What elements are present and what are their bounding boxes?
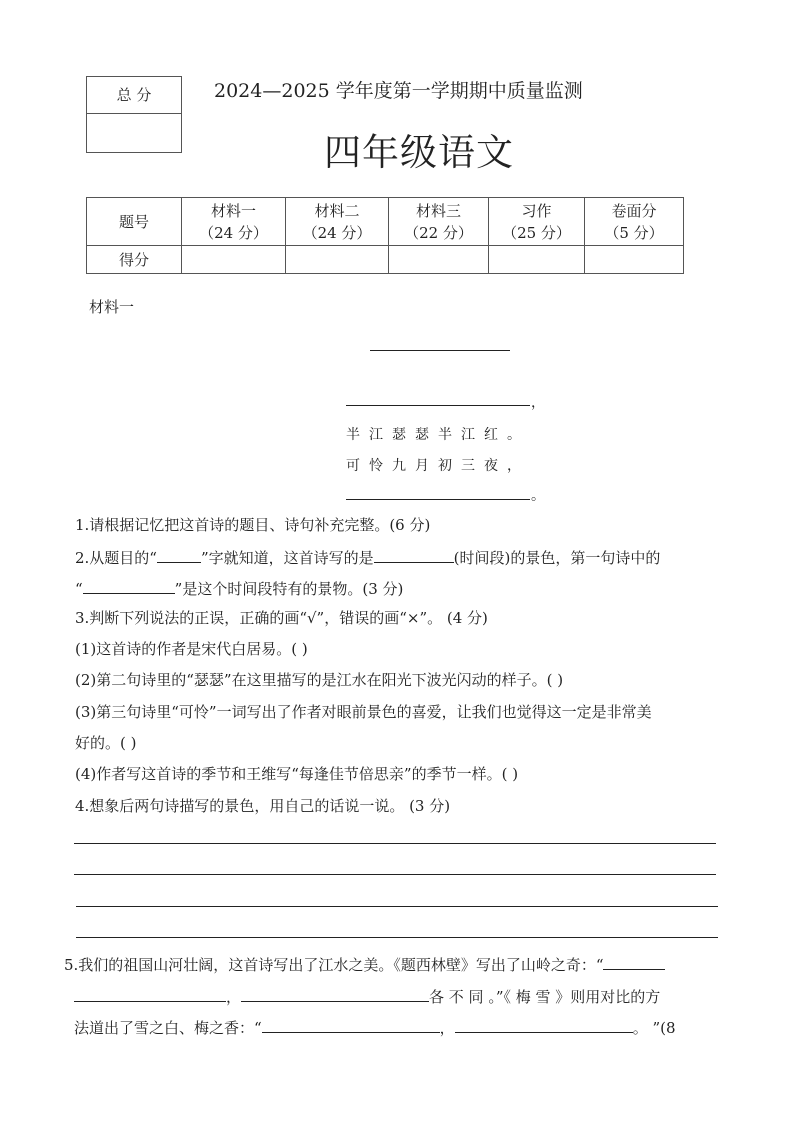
question-3-item-3-cont: 好的。( )	[75, 734, 137, 752]
answer-blank[interactable]	[603, 953, 665, 970]
question-3-item-4: (4)作者写这首诗的季节和王维写“每逢佳节倍思亲”的季节一样。( )	[75, 765, 519, 783]
question-5-line1: 5.我们的祖国山河壮阔，这首诗写出了江水之美。《题西林壁》写出了山岭之奇：“	[64, 953, 665, 975]
score-table-col: 习作 （25 分）	[489, 198, 585, 246]
question-2-line2: “ ”是这个时间段特有的景物。(3 分)	[75, 577, 403, 599]
poem-title-blank[interactable]	[370, 350, 510, 351]
question-3: 3.判断下列说法的正误，正确的画“√”，错误的画“×”。 (4 分)	[75, 609, 488, 627]
question-4: 4.想象后两句诗描写的景色，用自己的话说一说。 (3 分)	[75, 797, 451, 815]
score-table-col: 材料一 （24 分）	[182, 198, 286, 246]
answer-blank[interactable]	[83, 577, 175, 594]
question-3-item-2: (2)第二句诗里的“瑟瑟”在这里描写的是江水在阳光下波光闪动的样子。( )	[75, 671, 564, 689]
question-1: 1.请根据记忆把这首诗的题目、诗句补充完整。(6 分)	[75, 516, 431, 534]
exam-subtitle: 2024—2025 学年度第一学期期中质量监测	[214, 80, 583, 102]
answer-blank[interactable]	[374, 546, 454, 563]
score-table-col: 卷面分 （5 分）	[585, 198, 684, 246]
answer-blank[interactable]	[262, 1016, 440, 1033]
question-3-item-3: (3)第三句诗里“可怜”一词写出了作者对眼前景色的喜爱，让我们也觉得这一定是非常美	[75, 703, 652, 721]
answer-line[interactable]	[76, 937, 718, 938]
question-3-item-1: (1)这首诗的作者是宋代白居易。( )	[75, 640, 308, 658]
score-row-label: 得分	[87, 246, 182, 274]
score-table-col: 材料三 （22 分）	[389, 198, 489, 246]
question-2-line1: 2.从题目的“ ”字就知道，这首诗写的是 (时间段)的景色，第一句诗中的	[75, 546, 660, 568]
answer-line[interactable]	[74, 843, 716, 844]
score-table-col: 材料二 （24 分）	[286, 198, 389, 246]
score-cell[interactable]	[389, 246, 489, 274]
poem-line4-blank[interactable]	[346, 499, 530, 500]
poem-line1-end: ，	[531, 395, 554, 411]
exam-title: 四年级语文	[324, 131, 514, 174]
score-cell[interactable]	[182, 246, 286, 274]
total-score-box	[86, 76, 182, 153]
poem-line2: 半江瑟瑟半江红。	[346, 427, 530, 443]
score-cell[interactable]	[489, 246, 585, 274]
score-table-header-label: 题号	[87, 198, 182, 246]
question-5-line2: ， 各 不 同 。”《 梅 雪 》则用对比的方	[74, 985, 660, 1007]
answer-line[interactable]	[76, 906, 718, 907]
answer-blank[interactable]	[455, 1016, 633, 1033]
answer-blank[interactable]	[157, 546, 201, 563]
total-score-label: 总 分	[87, 77, 182, 114]
answer-blank[interactable]	[241, 985, 429, 1002]
section-label: 材料一	[89, 298, 135, 316]
answer-blank[interactable]	[74, 985, 226, 1002]
poem-line1-blank[interactable]	[346, 405, 530, 406]
score-table	[86, 197, 684, 274]
question-5-line3: 法道出了雪之白、梅之香：“ ， 。 ”(8	[74, 1016, 676, 1038]
poem-line4-end: 。	[531, 488, 554, 504]
score-cell[interactable]	[585, 246, 684, 274]
answer-line[interactable]	[74, 874, 716, 875]
score-cell[interactable]	[286, 246, 389, 274]
poem-line3: 可怜九月初三夜，	[346, 458, 530, 474]
total-score-field[interactable]	[87, 114, 182, 153]
